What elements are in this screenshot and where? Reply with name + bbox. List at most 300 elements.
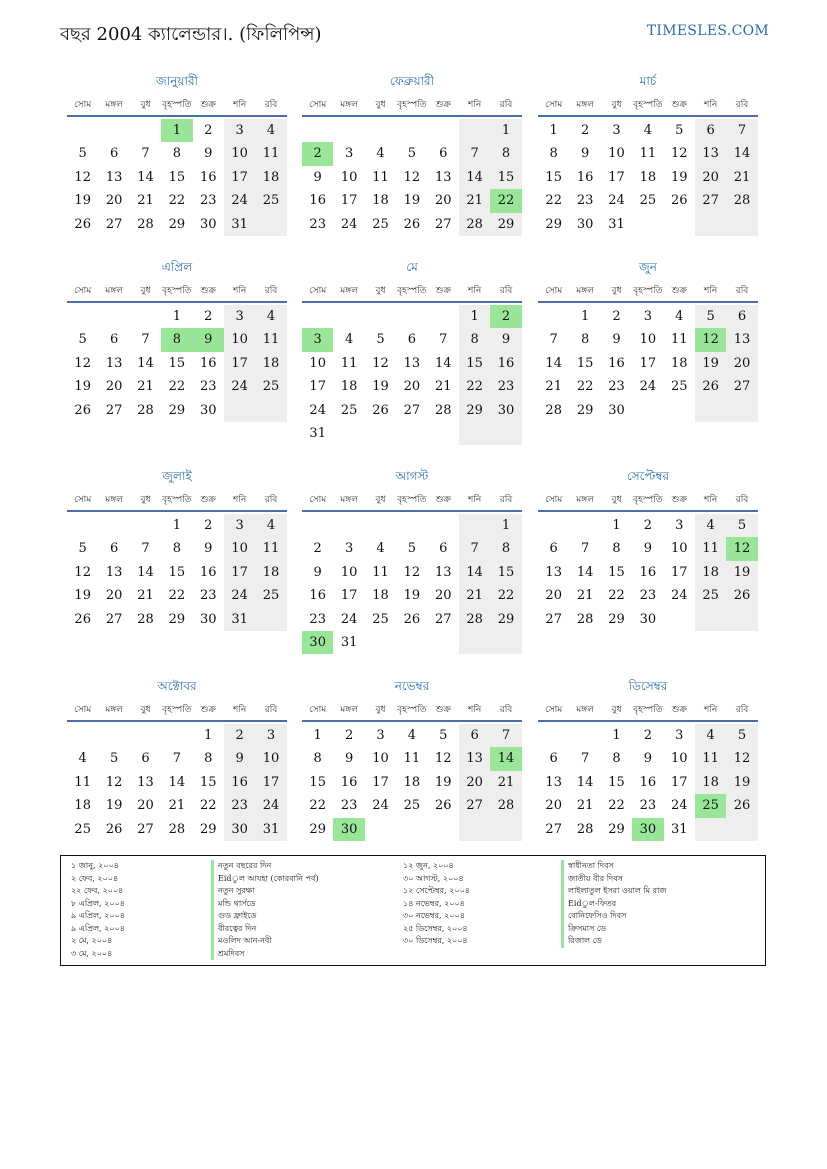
legend-entry: বীরত্বের দিন (211, 923, 319, 936)
day-cell: 4 (675, 309, 684, 324)
weekday-header (67, 283, 287, 303)
weekday-label: শনি (704, 705, 718, 715)
day-cell: 26 (74, 216, 91, 232)
holiday-day-cell: 1 (161, 119, 192, 142)
day-grid (67, 724, 287, 841)
day-cell: 8 (580, 332, 590, 348)
month-block (302, 256, 522, 445)
legend-entry: শ্রমদিবস (211, 948, 319, 961)
empty-cell (459, 818, 490, 841)
day-cell: 27 (695, 189, 726, 212)
day-cell: 4 (344, 332, 354, 348)
weekday-header (538, 283, 758, 303)
weekday-label: মঙ্গল (340, 286, 358, 296)
empty-cell (396, 119, 427, 142)
day-cell: 4 (407, 728, 416, 743)
month-name: মার্চ (639, 74, 657, 88)
day-cell: 7 (580, 541, 590, 557)
legend-entry: ২২ ফেব, ২০০৪ (71, 886, 124, 895)
day-cell: 28 (459, 608, 490, 631)
day-cell: 23 (576, 193, 594, 209)
holiday-day-cell: 2 (302, 142, 333, 165)
day-cell: 26 (670, 193, 688, 209)
day-cell: 4 (376, 146, 385, 162)
weekday-label: বৃহস্পতি (162, 495, 192, 505)
day-cell: 3 (643, 309, 652, 324)
day-cell: 5 (675, 123, 684, 138)
day-cell: 26 (74, 402, 91, 418)
legend-entry: ১ জানু, ২০০৪ (71, 861, 119, 870)
day-cell: 2 (313, 541, 322, 557)
day-cell: 8 (459, 328, 490, 351)
day-cell: 14 (137, 564, 154, 580)
day-cell: 1 (612, 518, 621, 533)
day-cell: 25 (340, 402, 358, 418)
weekday-label: রবি (735, 495, 749, 505)
day-cell: 7 (549, 332, 558, 348)
weekday-label: মঙ্গল (340, 100, 358, 110)
weekday-label: বৃহস্পতি (162, 100, 192, 110)
weekday-label: শনি (233, 705, 247, 715)
weekday-label: বুধ (375, 495, 386, 505)
day-cell: 11 (255, 537, 286, 560)
day-cell: 13 (545, 564, 562, 580)
weekday-label: রবি (735, 705, 749, 715)
day-cell: 27 (105, 611, 123, 627)
empty-cell (130, 119, 161, 142)
day-cell: 20 (695, 166, 726, 189)
day-cell: 24 (224, 189, 255, 212)
day-cell: 31 (224, 608, 255, 631)
day-cell: 3 (675, 728, 684, 743)
day-cell: 17 (608, 169, 625, 185)
day-cell: 24 (670, 588, 688, 604)
day-cell: 6 (549, 541, 558, 557)
day-cell: 17 (639, 355, 657, 371)
month-name: জুলাই (162, 469, 192, 483)
day-cell: 22 (608, 798, 625, 814)
empty-cell (459, 422, 490, 445)
empty-cell (490, 818, 521, 841)
month-block (67, 256, 287, 422)
legend-entry: ৯ এপ্রিল, ২০০৪ (71, 923, 125, 933)
day-cell: 13 (545, 774, 562, 790)
empty-cell (428, 631, 459, 654)
day-cell: 10 (639, 332, 657, 348)
weekday-label: বৃহস্পতি (397, 495, 427, 505)
day-cell: 27 (545, 611, 562, 627)
day-cell: 11 (403, 751, 421, 767)
day-cell: 17 (340, 193, 358, 209)
weekday-label: বুধ (611, 286, 622, 296)
day-cell: 27 (434, 611, 452, 627)
weekday-label: সোম (545, 495, 563, 505)
day-cell: 6 (109, 541, 119, 557)
legend-entry: ৯ এপ্রিল, ২০০৪ (71, 911, 125, 920)
day-cell: 3 (612, 123, 621, 138)
weekday-label: শুক্র (200, 495, 216, 505)
day-cell: 7 (459, 537, 490, 560)
weekday-label: রবি (735, 100, 749, 110)
empty-cell (302, 305, 333, 328)
weekday-label: বৃহস্পতি (397, 100, 427, 110)
weekday-label: বৃহস্পতি (633, 705, 663, 715)
day-cell: 16 (199, 564, 217, 580)
weekday-label: সোম (309, 100, 327, 110)
weekday-label: সোম (309, 495, 327, 505)
day-cell: 11 (670, 332, 688, 348)
weekday-header (302, 97, 522, 117)
day-cell: 1 (580, 309, 590, 324)
day-cell: 20 (726, 352, 757, 375)
holiday-day-cell: 30 (333, 818, 364, 841)
day-cell: 26 (726, 584, 757, 607)
empty-cell (459, 514, 490, 537)
empty-cell (538, 724, 569, 747)
empty-cell (538, 305, 569, 328)
empty-cell (255, 399, 286, 422)
day-cell: 7 (141, 541, 150, 557)
weekday-label: শুক্র (200, 705, 216, 715)
day-cell: 12 (74, 169, 91, 185)
day-cell: 16 (340, 774, 358, 790)
day-cell: 28 (434, 402, 452, 418)
day-cell: 5 (439, 728, 448, 743)
empty-cell (67, 514, 98, 537)
empty-cell (428, 514, 459, 537)
empty-cell (130, 305, 161, 328)
day-cell: 15 (459, 352, 490, 375)
day-cell: 17 (224, 352, 255, 375)
day-cell: 26 (403, 611, 421, 627)
day-cell: 21 (576, 798, 594, 814)
day-cell: 17 (670, 774, 688, 790)
empty-cell (333, 119, 364, 142)
day-cell: 2 (224, 724, 255, 747)
day-cell: 7 (580, 751, 590, 767)
weekday-label: বৃহস্পতি (397, 705, 427, 715)
weekday-label: শুক্র (435, 100, 451, 110)
day-cell: 21 (137, 193, 154, 209)
day-cell: 12 (403, 564, 421, 580)
day-cell: 20 (403, 379, 421, 395)
day-cell: 25 (255, 375, 286, 398)
day-cell: 8 (172, 146, 181, 162)
day-cell: 14 (137, 355, 154, 371)
day-cell: 10 (670, 751, 688, 767)
day-cell: 25 (372, 216, 389, 232)
day-cell: 9 (490, 328, 521, 351)
day-cell: 16 (576, 169, 594, 185)
weekday-label: বুধ (375, 100, 386, 110)
day-cell: 16 (639, 564, 657, 580)
legend-entry: ক্রিসমাস ডে (561, 923, 667, 936)
weekday-label: শনি (468, 705, 482, 715)
day-cell: 9 (643, 541, 652, 557)
day-cell: 12 (105, 774, 123, 790)
day-cell: 13 (459, 747, 490, 770)
day-cell: 19 (403, 193, 421, 209)
day-cell: 7 (141, 332, 150, 348)
holiday-day-cell: 9 (193, 328, 224, 351)
day-cell: 15 (608, 564, 625, 580)
legend-names-col2 (561, 860, 667, 948)
day-cell: 7 (439, 332, 448, 348)
day-cell: 31 (255, 818, 286, 841)
holiday-day-cell: 22 (490, 189, 521, 212)
day-cell: 22 (168, 588, 186, 604)
day-cell: 17 (309, 379, 326, 395)
day-cell: 14 (434, 355, 452, 371)
day-cell: 3 (255, 724, 286, 747)
weekday-label: বুধ (140, 286, 151, 296)
day-cell: 16 (199, 355, 217, 371)
day-cell: 5 (695, 305, 726, 328)
weekday-label: মঙ্গল (105, 705, 123, 715)
weekday-header (538, 97, 758, 117)
day-cell: 28 (490, 794, 521, 817)
legend-entry: ১২ জুন, ২০০৪ (403, 861, 454, 870)
weekday-header (302, 492, 522, 512)
day-cell: 2 (204, 123, 213, 138)
day-cell: 23 (199, 588, 217, 604)
day-cell: 8 (490, 537, 521, 560)
weekday-label: রবি (264, 705, 278, 715)
day-cell: 27 (403, 402, 421, 418)
day-cell: 1 (490, 119, 521, 142)
day-cell: 18 (639, 169, 657, 185)
day-cell: 18 (74, 798, 91, 814)
holiday-day-cell: 30 (302, 631, 333, 654)
weekday-label: সোম (309, 705, 327, 715)
weekday-label: বৃহস্পতি (633, 100, 663, 110)
day-cell: 30 (199, 216, 217, 232)
day-cell: 24 (224, 584, 255, 607)
day-cell: 30 (608, 402, 625, 418)
weekday-label: রবি (264, 286, 278, 296)
day-cell: 20 (105, 588, 123, 604)
weekday-header (538, 702, 758, 722)
day-cell: 19 (670, 169, 688, 185)
day-cell: 9 (344, 751, 354, 767)
day-cell: 31 (309, 425, 326, 441)
weekday-label: মঙ্গল (340, 495, 358, 505)
month-block (302, 70, 522, 236)
day-cell: 29 (168, 611, 186, 627)
month-name: অক্টোবর (157, 679, 197, 693)
empty-cell (538, 514, 569, 537)
day-cell: 4 (695, 724, 726, 747)
empty-cell (428, 818, 459, 841)
site-link[interactable]: TIMESLES.COM (646, 23, 769, 39)
day-cell: 24 (309, 402, 326, 418)
day-cell: 14 (576, 774, 594, 790)
legend-entry: গুড ফ্রাইডে (211, 910, 319, 923)
weekday-label: বুধ (140, 100, 151, 110)
day-cell: 29 (168, 216, 186, 232)
weekday-label: মঙ্গল (340, 705, 358, 715)
day-cell: 9 (313, 564, 322, 580)
weekday-label: শুক্র (435, 495, 451, 505)
day-cell: 9 (612, 332, 621, 348)
weekday-label: মঙ্গল (576, 100, 594, 110)
day-cell: 26 (695, 375, 726, 398)
holiday-day-cell: 12 (726, 537, 757, 560)
day-cell: 21 (434, 379, 452, 395)
empty-cell (302, 514, 333, 537)
day-cell: 26 (372, 402, 389, 418)
day-cell: 1 (490, 514, 521, 537)
empty-cell (224, 399, 255, 422)
day-cell: 8 (612, 751, 621, 767)
day-cell: 30 (199, 611, 217, 627)
day-cell: 15 (168, 564, 186, 580)
empty-cell (302, 119, 333, 142)
day-cell: 8 (172, 541, 181, 557)
empty-cell (365, 305, 396, 328)
day-cell: 5 (726, 724, 757, 747)
legend-entry: নতুন বছরের দিন (211, 860, 319, 873)
day-cell: 25 (670, 379, 688, 395)
day-cell: 10 (670, 541, 688, 557)
day-cell: 21 (168, 798, 186, 814)
day-cell: 23 (224, 794, 255, 817)
day-cell: 12 (74, 564, 91, 580)
day-cell: 21 (490, 771, 521, 794)
day-cell: 5 (78, 541, 87, 557)
weekday-label: বুধ (375, 286, 386, 296)
empty-cell (98, 724, 129, 747)
day-cell: 22 (199, 798, 217, 814)
day-cell: 8 (204, 751, 213, 767)
day-cell: 9 (313, 169, 322, 185)
day-cell: 24 (255, 794, 286, 817)
day-cell: 13 (105, 564, 123, 580)
empty-cell (695, 608, 726, 631)
legend-entry: মওলিদ আন-নবী (211, 935, 319, 948)
day-cell: 19 (372, 379, 389, 395)
day-cell: 1 (612, 728, 621, 743)
weekday-label: শনি (704, 100, 718, 110)
day-cell: 20 (545, 798, 562, 814)
empty-cell (365, 514, 396, 537)
month-name: নভেম্বর (394, 679, 430, 693)
empty-cell (67, 119, 98, 142)
day-cell: 12 (372, 355, 389, 371)
day-cell: 14 (545, 355, 562, 371)
legend-dates-col2 (403, 860, 470, 948)
day-cell: 18 (372, 193, 389, 209)
weekday-header (302, 283, 522, 303)
day-cell: 7 (172, 751, 181, 767)
day-cell: 10 (340, 169, 358, 185)
empty-cell (255, 213, 286, 236)
weekday-label: শুক্র (671, 495, 687, 505)
day-cell: 6 (439, 146, 448, 162)
empty-cell (130, 514, 161, 537)
day-cell: 16 (199, 169, 217, 185)
day-cell: 13 (105, 169, 123, 185)
day-grid (538, 724, 758, 841)
day-cell: 2 (344, 728, 354, 743)
day-cell: 11 (255, 142, 286, 165)
legend-entry: নতুন সুরক্ষা (211, 885, 319, 898)
weekday-label: বুধ (611, 705, 622, 715)
weekday-label: বুধ (140, 705, 151, 715)
day-cell: 3 (224, 514, 255, 537)
day-cell: 24 (340, 611, 358, 627)
day-cell: 28 (137, 611, 154, 627)
day-grid (538, 514, 758, 631)
day-cell: 26 (74, 611, 91, 627)
day-cell: 18 (695, 771, 726, 794)
day-cell: 28 (576, 821, 594, 837)
weekday-label: বৃহস্পতি (162, 286, 192, 296)
day-cell: 15 (576, 355, 594, 371)
day-cell: 29 (608, 611, 625, 627)
day-cell: 24 (372, 798, 389, 814)
weekday-label: শুক্র (200, 286, 216, 296)
weekday-label: মঙ্গল (105, 286, 123, 296)
day-cell: 3 (224, 305, 255, 328)
day-cell: 6 (726, 305, 757, 328)
day-cell: 2 (643, 518, 652, 533)
legend-entry: রিজাল ডে (561, 935, 667, 948)
day-cell: 25 (255, 189, 286, 212)
month-name: মে (406, 260, 418, 274)
weekday-label: সোম (545, 100, 563, 110)
day-cell: 29 (309, 821, 326, 837)
day-cell: 13 (105, 355, 123, 371)
day-cell: 5 (109, 751, 119, 767)
day-cell: 21 (545, 379, 562, 395)
empty-cell (428, 422, 459, 445)
month-block (538, 675, 758, 841)
weekday-label: সোম (74, 705, 92, 715)
month-name: এপ্রিল (161, 260, 193, 274)
day-cell: 4 (78, 751, 87, 767)
day-cell: 10 (224, 537, 255, 560)
day-cell: 16 (639, 774, 657, 790)
empty-cell (396, 422, 427, 445)
day-cell: 10 (224, 142, 255, 165)
empty-cell (569, 724, 600, 747)
day-grid (302, 514, 522, 654)
day-grid (302, 119, 522, 236)
day-cell: 13 (434, 169, 452, 185)
empty-cell (428, 119, 459, 142)
day-cell: 8 (313, 751, 322, 767)
day-grid (302, 305, 522, 445)
day-cell: 27 (137, 821, 154, 837)
weekday-label: রবি (264, 495, 278, 505)
day-cell: 28 (576, 611, 594, 627)
day-cell: 14 (726, 142, 757, 165)
empty-cell (459, 119, 490, 142)
day-cell: 7 (726, 119, 757, 142)
day-cell: 9 (204, 541, 213, 557)
day-cell: 13 (403, 355, 421, 371)
weekday-label: সোম (309, 286, 327, 296)
legend-entry: Eidুল আযহা (কোরবানি পর্ব) (211, 873, 319, 886)
weekday-header (538, 492, 758, 512)
day-cell: 24 (639, 379, 657, 395)
day-cell: 27 (545, 821, 562, 837)
day-cell: 29 (576, 402, 594, 418)
day-cell: 20 (137, 798, 154, 814)
day-grid (67, 514, 287, 631)
day-cell: 19 (403, 588, 421, 604)
